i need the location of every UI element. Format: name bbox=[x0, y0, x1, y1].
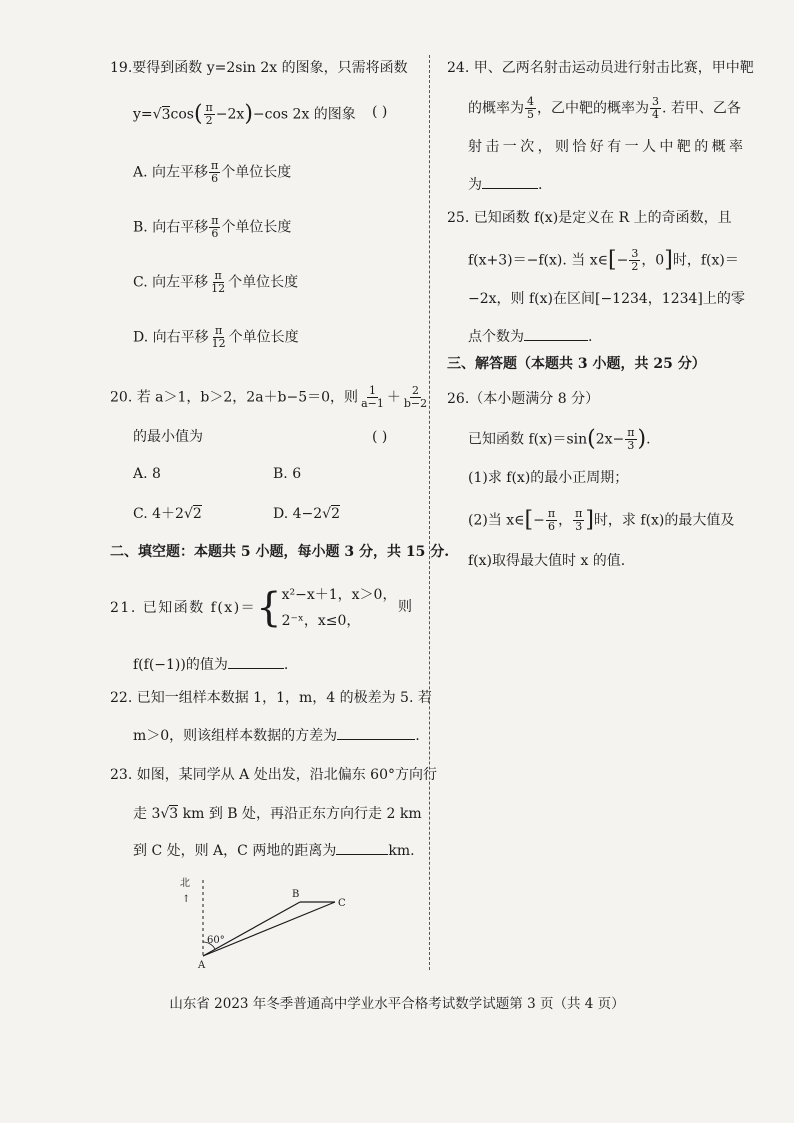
figure-point-b: B bbox=[292, 889, 300, 900]
figure-point-c: C bbox=[338, 898, 346, 909]
q26-part-2: (2)当 x∈[− $\frac{\pi}{6}$ ， $\frac{\pi}{3}$ ]时，求 f(x)的最大值及 bbox=[468, 507, 735, 533]
q26-part-2-line2: f(x)取得最大值时 x 的值. bbox=[468, 553, 626, 569]
q19-sqrt-arg: 3 bbox=[161, 106, 171, 123]
q20-option-b: B. 6 bbox=[273, 466, 302, 482]
figure-point-a: A bbox=[198, 960, 206, 970]
figure-segment-ab bbox=[203, 902, 300, 956]
column-divider bbox=[429, 55, 430, 970]
q25-stem-line3: −2x，则 f(x)在区间[−1234，1234]上的零 bbox=[468, 291, 745, 307]
q20-stem-line1: 20. 若 a＞1，b＞2，2a＋b−5＝0，则 $\frac{1}{a-1}$ ＋ $\frac{2}{b-2}$ bbox=[110, 384, 428, 410]
q20-frac-1: $\frac{1}{a-1}$ bbox=[361, 384, 384, 410]
q19-stem-tail: −cos 2x 的图象 bbox=[252, 106, 356, 123]
q19-option-b: B. 向右平移 $\frac{\pi}{6}$ 个单位长度 bbox=[133, 214, 292, 240]
q23-stem-line3: 到 C 处，则 A，C 两地的距离为 km. bbox=[133, 840, 415, 861]
q25-stem-line2: f(x+3)＝−f(x). 当 x∈[− $\frac{3}{2}$ ，0]时，f(x)＝ bbox=[468, 247, 739, 273]
q19-option-d: D. 向右平移 $\frac{\pi}{12}$ 个单位长度 bbox=[133, 324, 299, 350]
q23-answer-blank bbox=[336, 840, 388, 855]
q24-stem-line1: 24. 甲、乙两名射击运动员进行射击比赛，甲中靶 bbox=[447, 60, 754, 76]
q23-figure bbox=[170, 870, 360, 970]
q23-stem-line2: 走 3√3 km 到 B 处，再沿正东方向行走 2 km bbox=[133, 806, 422, 822]
q21-stem: 21. 已知函数 f(x)＝{ x²−x＋1，x＞0， 2⁻ˣ，x≤0， bbox=[110, 582, 396, 634]
q20-option-a: A. 8 bbox=[133, 466, 161, 482]
q23-stem-line1: 23. 如图，某同学从 A 处出发，沿北偏东 60°方向行 bbox=[110, 767, 437, 783]
q20-option-d: D. 4−2√2 bbox=[273, 506, 341, 522]
figure-north-arrow: ↑ bbox=[182, 894, 191, 905]
q20-answer-paren: ( ) bbox=[372, 429, 388, 445]
q22-answer-blank bbox=[337, 725, 415, 740]
q21-case-2: 2⁻ˣ，x≤0， bbox=[281, 613, 361, 629]
q19-option-c: C. 向左平移 $\frac{\pi}{12}$ 个单位长度 bbox=[133, 269, 299, 295]
q19-option-a: A. 向左平移 $\frac{\pi}{6}$ 个单位长度 bbox=[133, 159, 292, 185]
q19-stem-line2: y=√3cos( $\frac{\pi}{2}$ −2x)−cos 2x 的图象 bbox=[133, 101, 356, 127]
q26-part-1: (1)求 f(x)的最小正周期； bbox=[468, 470, 629, 486]
figure-angle-label: 60° bbox=[207, 935, 225, 946]
q24-stem-line2: 的概率为 $\frac{4}{5}$ ，乙中靶的概率为 $\frac{3}{4}$ . 若甲、乙各 bbox=[468, 95, 741, 121]
q25-stem-line4: 点个数为 . bbox=[468, 326, 592, 347]
q20-option-c: C. 4＋2√2 bbox=[133, 506, 202, 522]
q21-line2: f(f(−1))的值为 . bbox=[133, 654, 288, 675]
q19-stem-line1: 19.要得到函数 y=2sin 2x 的图象，只需将函数 bbox=[110, 60, 408, 76]
q25-answer-blank bbox=[524, 326, 588, 341]
q19-minus-2x: −2x bbox=[215, 106, 245, 123]
q26-heading: 26.（本小题满分 8 分） bbox=[447, 391, 600, 407]
q22-stem-line2: m＞0，则该组样本数据的方差为 . bbox=[133, 725, 420, 746]
section-2-heading: 二、填空题：本题共 5 小题，每小题 3 分，共 15 分. bbox=[110, 544, 450, 560]
q19-frac: $\frac{\pi}{2}$ bbox=[205, 101, 213, 127]
q26-function: 已知函数 f(x)＝sin(2x− $\frac{\pi}{3}$ ). bbox=[468, 426, 651, 452]
q19-cos: cos bbox=[170, 106, 194, 123]
q24-answer-blank bbox=[482, 174, 538, 189]
section-3-heading: 三、解答题（本题共 3 小题，共 25 分） bbox=[447, 356, 706, 372]
q22-stem-line1: 22. 已知一组样本数据 1，1，m，4 的极差为 5. 若 bbox=[110, 690, 432, 706]
figure-segment-ac bbox=[203, 902, 335, 956]
q21-then: 则 bbox=[398, 599, 412, 615]
q24-stem-line4: 为 . bbox=[468, 174, 542, 195]
q19-answer-paren: ( ) bbox=[372, 104, 388, 120]
figure-north-label: 北 bbox=[180, 878, 190, 889]
page-footer: 山东省 2023 年冬季普通高中学业水平合格考试数学试题第 3 页（共 4 页） bbox=[169, 996, 625, 1012]
q20-stem-line2: 的最小值为 bbox=[133, 429, 203, 445]
q21-case-1: x²−x＋1，x＞0， bbox=[281, 587, 397, 603]
q19-y-eq: y= bbox=[133, 106, 153, 123]
q24-stem-line3: 射击一次，则恰好有一人中靶的概率 bbox=[468, 139, 747, 155]
q21-answer-blank bbox=[228, 654, 284, 669]
q25-stem-line1: 25. 已知函数 f(x)是定义在 R 上的奇函数，且 bbox=[447, 210, 732, 226]
q20-frac-2: $\frac{2}{b-2}$ bbox=[403, 384, 428, 410]
